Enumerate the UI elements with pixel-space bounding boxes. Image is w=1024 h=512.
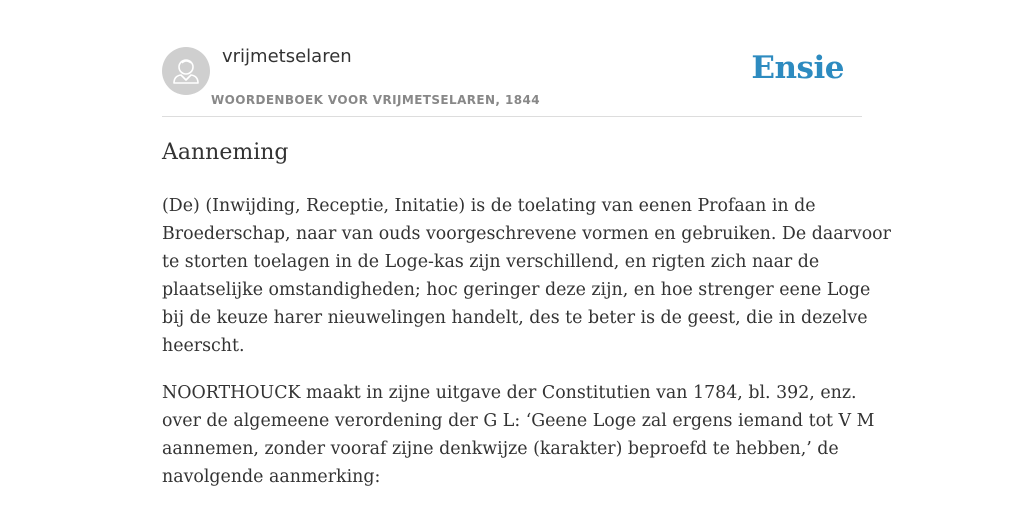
entry-body — [162, 192, 891, 510]
text-line: (De) (Inwijding, Receptie, Initatie) is de toelating van eenen Profaan in de — [162, 196, 816, 216]
text-line: navolgende aanmerking: — [162, 467, 381, 487]
source-label[interactable]: WOORDENBOEK VOOR VRIJMETSELAREN, 1844 — [211, 93, 540, 107]
text-line: bij de keuze harer nieuwelingen handelt, des te beter is de geest, die in dezelve — [162, 308, 868, 328]
text-line: te storten toelagen in de Loge-kas zijn verschillend, en rigten zich naar de — [162, 252, 820, 272]
text-line: heerscht. — [162, 336, 245, 356]
text-line: over de algemeene verordening der G L: ‘Geene Loge zal ergens iemand tot V M — [162, 411, 875, 431]
text-line: plaatselijke omstandigheden; hoc geringer deze zijn, en hoe strenger eene Loge — [162, 280, 871, 300]
site-logo[interactable]: Ensie — [751, 50, 844, 86]
paragraph — [162, 192, 891, 360]
author-name[interactable]: vrijmetselaren — [222, 46, 352, 67]
user-silhouette-icon — [162, 47, 210, 95]
page-title: Aanneming — [162, 140, 289, 165]
avatar[interactable] — [162, 47, 210, 95]
entry-header — [162, 0, 862, 117]
paragraph — [162, 379, 875, 491]
text-line: Broederschap, naar van ouds voorgeschrevene vormen en gebruiken. De daarvoor — [162, 224, 891, 244]
text-line: NOORTHOUCK maakt in zijne uitgave der Constitutien van 1784, bl. 392, enz. — [162, 383, 857, 403]
text-line: aannemen, zonder vooraf zijne denkwijze (karakter) beproefd te hebben,’ de — [162, 439, 839, 459]
